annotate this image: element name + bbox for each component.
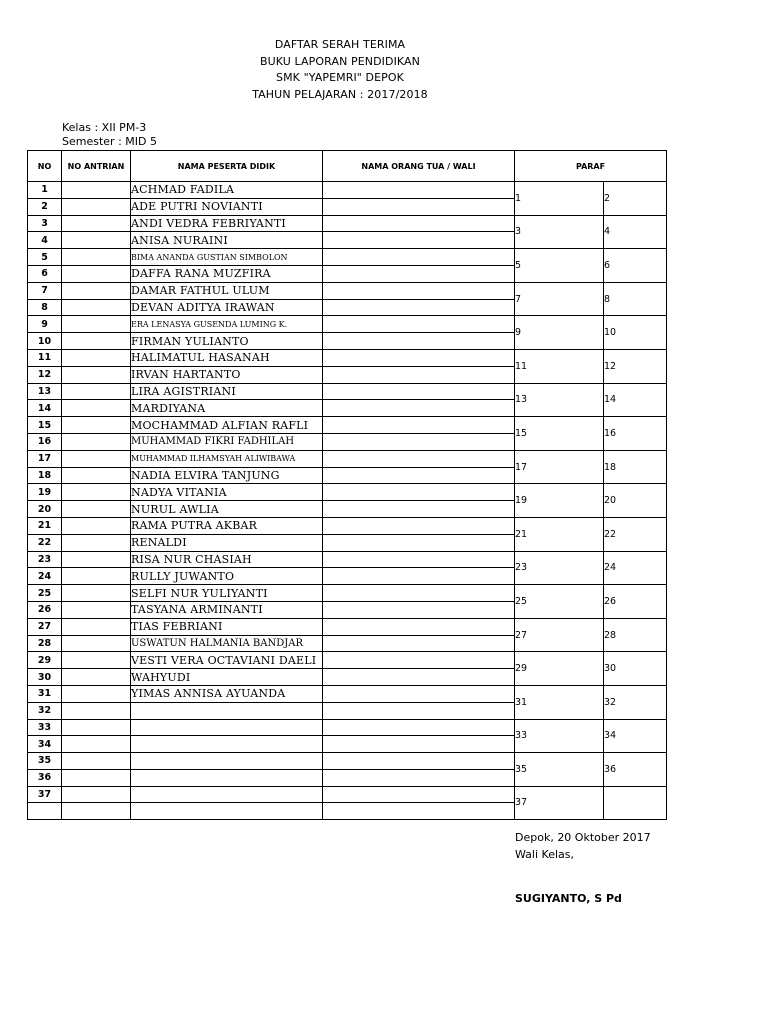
signature-cell: 24 <box>604 551 667 585</box>
row-number: 29 <box>28 652 62 669</box>
queue-number-cell <box>62 786 131 803</box>
row-number: 1 <box>28 182 62 199</box>
row-number: 20 <box>28 501 62 518</box>
row-number: 5 <box>28 249 62 266</box>
signature-cell: 3 <box>515 215 604 249</box>
student-name: ERA LENASYA GUSENDA LUMING K. <box>131 316 323 333</box>
guardian-name-cell <box>323 450 515 467</box>
guardian-name-cell <box>323 534 515 551</box>
guardian-name-cell <box>323 786 515 803</box>
guardian-name-cell <box>323 198 515 215</box>
guardian-name-cell <box>323 685 515 702</box>
table-row <box>28 719 667 736</box>
queue-number-cell <box>62 618 131 635</box>
guardian-name-cell <box>323 736 515 753</box>
guardian-name-cell <box>323 349 515 366</box>
row-number: 26 <box>28 601 62 618</box>
signature-cell: 5 <box>515 249 604 283</box>
student-name: USWATUN HALMANIA BANDJAR <box>131 635 323 652</box>
signature-cell: 18 <box>604 450 667 484</box>
row-number: 16 <box>28 433 62 450</box>
student-name: MOCHAMMAD ALFIAN RAFLI <box>131 417 323 434</box>
queue-number-cell <box>62 333 131 350</box>
table-row <box>28 215 667 232</box>
signature-cell: 36 <box>604 753 667 787</box>
guardian-name-cell <box>323 299 515 316</box>
queue-number-cell <box>62 753 131 770</box>
student-name: TIAS FEBRIANI <box>131 618 323 635</box>
row-number: 12 <box>28 366 62 383</box>
row-number: 34 <box>28 736 62 753</box>
queue-number-cell <box>62 299 131 316</box>
guardian-name-cell <box>323 501 515 518</box>
student-name: LIRA AGISTRIANI <box>131 383 323 400</box>
row-number: 18 <box>28 467 62 484</box>
table-row <box>28 517 667 534</box>
signature-cell: 32 <box>604 685 667 719</box>
student-name: RENALDI <box>131 534 323 551</box>
guardian-name-cell <box>323 601 515 618</box>
row-number: 36 <box>28 769 62 786</box>
signature-cell: 34 <box>604 719 667 753</box>
queue-number-cell <box>62 316 131 333</box>
row-number: 33 <box>28 719 62 736</box>
queue-number-cell <box>62 349 131 366</box>
row-number: 25 <box>28 585 62 602</box>
queue-number-cell <box>62 719 131 736</box>
student-name: FIRMAN YULIANTO <box>131 333 323 350</box>
student-name: NADIA ELVIRA TANJUNG <box>131 467 323 484</box>
signature-cell: 13 <box>515 383 604 417</box>
guardian-name-cell <box>323 282 515 299</box>
signature-cell: 25 <box>515 585 604 619</box>
header-wali: NAMA ORANG TUA / WALI <box>323 151 515 182</box>
queue-number-cell <box>62 383 131 400</box>
student-name <box>131 769 323 786</box>
signature-cell: 33 <box>515 719 604 753</box>
signature-cell: 16 <box>604 417 667 451</box>
guardian-name-cell <box>323 803 515 820</box>
signature-cell: 21 <box>515 517 604 551</box>
guardian-name-cell <box>323 669 515 686</box>
queue-number-cell <box>62 215 131 232</box>
queue-number-cell <box>62 433 131 450</box>
signature-cell: 12 <box>604 349 667 383</box>
queue-number-cell <box>62 249 131 266</box>
student-name <box>131 803 323 820</box>
guardian-name-cell <box>323 769 515 786</box>
queue-number-cell <box>62 282 131 299</box>
signature-cell: 1 <box>515 182 604 216</box>
queue-number-cell <box>62 601 131 618</box>
class-label: Kelas : XII PM-3 <box>62 121 147 134</box>
signature-cell: 31 <box>515 685 604 719</box>
table-row <box>28 618 667 635</box>
semester-label: Semester : MID 5 <box>62 135 157 148</box>
student-name: YIMAS ANNISA AYUANDA <box>131 685 323 702</box>
guardian-name-cell <box>323 215 515 232</box>
table-row <box>28 182 667 199</box>
signature-cell: 6 <box>604 249 667 283</box>
row-number: 7 <box>28 282 62 299</box>
guardian-name-cell <box>323 417 515 434</box>
signature-cell: 14 <box>604 383 667 417</box>
student-name: MUHAMMAD ILHAMSYAH ALIWIBAWA <box>131 450 323 467</box>
queue-number-cell <box>62 450 131 467</box>
table-row <box>28 786 667 803</box>
signature-cell: 28 <box>604 618 667 652</box>
guardian-name-cell <box>323 433 515 450</box>
row-number: 23 <box>28 551 62 568</box>
table-row <box>28 249 667 266</box>
table-row <box>28 753 667 770</box>
queue-number-cell <box>62 517 131 534</box>
table-row <box>28 349 667 366</box>
guardian-name-cell <box>323 753 515 770</box>
row-number: 10 <box>28 333 62 350</box>
guardian-name-cell <box>323 232 515 249</box>
queue-number-cell <box>62 669 131 686</box>
row-number: 9 <box>28 316 62 333</box>
row-number: 14 <box>28 400 62 417</box>
row-number: 35 <box>28 753 62 770</box>
row-number: 8 <box>28 299 62 316</box>
queue-number-cell <box>62 635 131 652</box>
row-number: 32 <box>28 702 62 719</box>
signature-cell: 4 <box>604 215 667 249</box>
title-line-1: DAFTAR SERAH TERIMA <box>274 38 406 51</box>
queue-number-cell <box>62 702 131 719</box>
student-name: DEVAN ADITYA IRAWAN <box>131 299 323 316</box>
table-row <box>28 383 667 400</box>
queue-number-cell <box>62 467 131 484</box>
queue-number-cell <box>62 182 131 199</box>
queue-number-cell <box>62 551 131 568</box>
queue-number-cell <box>62 769 131 786</box>
student-name: ANISA NURAINI <box>131 232 323 249</box>
table-body <box>28 182 667 820</box>
title-line-4: TAHUN PELAJARAN : 2017/2018 <box>252 87 428 101</box>
row-number: 13 <box>28 383 62 400</box>
header-paraf: PARAF <box>515 151 667 182</box>
table-row <box>28 450 667 467</box>
signature-cell: 15 <box>515 417 604 451</box>
guardian-name-cell <box>323 652 515 669</box>
row-number: 4 <box>28 232 62 249</box>
guardian-name-cell <box>323 400 515 417</box>
signature-cell: 19 <box>515 484 604 518</box>
signature-cell: 20 <box>604 484 667 518</box>
signature-cell: 7 <box>515 282 604 316</box>
table-header-row <box>28 151 667 182</box>
student-name: DAMAR FATHUL ULUM <box>131 282 323 299</box>
table-row <box>28 484 667 501</box>
student-name <box>131 736 323 753</box>
queue-number-cell <box>62 685 131 702</box>
student-name: NURUL AWLIA <box>131 501 323 518</box>
row-number: 17 <box>28 450 62 467</box>
queue-number-cell <box>62 568 131 585</box>
signature-cell: 30 <box>604 652 667 686</box>
student-name: SELFI NUR YULIYANTI <box>131 585 323 602</box>
signature-cell: 29 <box>515 652 604 686</box>
signature-cell: 17 <box>515 450 604 484</box>
student-name <box>131 702 323 719</box>
signature-cell: 2 <box>604 182 667 216</box>
header-no: NO <box>28 151 62 182</box>
row-number: 30 <box>28 669 62 686</box>
row-number: 21 <box>28 517 62 534</box>
student-name: RISA NUR CHASIAH <box>131 551 323 568</box>
row-number: 37 <box>28 786 62 803</box>
queue-number-cell <box>62 265 131 282</box>
queue-number-cell <box>62 232 131 249</box>
signature-cell: 22 <box>604 517 667 551</box>
student-name: HALIMATUL HASANAH <box>131 349 323 366</box>
student-name: BIMA ANANDA GUSTIAN SIMBOLON <box>131 249 323 266</box>
handover-table <box>27 150 667 820</box>
signature-cell: 23 <box>515 551 604 585</box>
table-row <box>28 652 667 669</box>
signature-role: Wali Kelas, <box>515 848 574 861</box>
student-name: WAHYUDI <box>131 669 323 686</box>
queue-number-cell <box>62 803 131 820</box>
row-number: 15 <box>28 417 62 434</box>
signature-cell <box>604 786 667 820</box>
student-name <box>131 753 323 770</box>
queue-number-cell <box>62 484 131 501</box>
row-number: 22 <box>28 534 62 551</box>
guardian-name-cell <box>323 265 515 282</box>
student-name: TASYANA ARMINANTI <box>131 601 323 618</box>
row-number: 3 <box>28 215 62 232</box>
guardian-name-cell <box>323 719 515 736</box>
student-name: VESTI VERA OCTAVIANI DAELI <box>131 652 323 669</box>
header-nama: NAMA PESERTA DIDIK <box>131 151 323 182</box>
guardian-name-cell <box>323 484 515 501</box>
guardian-name-cell <box>323 316 515 333</box>
row-number: 31 <box>28 685 62 702</box>
queue-number-cell <box>62 736 131 753</box>
table-row <box>28 551 667 568</box>
student-name: RULLY JUWANTO <box>131 568 323 585</box>
row-number <box>28 803 62 820</box>
table-row <box>28 417 667 434</box>
row-number: 11 <box>28 349 62 366</box>
header-antrian: NO ANTRIAN <box>62 151 131 182</box>
signature-cell: 37 <box>515 786 604 820</box>
signature-date: Depok, 20 Oktober 2017 <box>515 831 651 844</box>
row-number: 28 <box>28 635 62 652</box>
signature-cell: 27 <box>515 618 604 652</box>
queue-number-cell <box>62 585 131 602</box>
signature-cell: 10 <box>604 316 667 350</box>
guardian-name-cell <box>323 182 515 199</box>
title-line-2: BUKU LAPORAN PENDIDIKAN <box>259 54 421 68</box>
queue-number-cell <box>62 400 131 417</box>
queue-number-cell <box>62 198 131 215</box>
guardian-name-cell <box>323 568 515 585</box>
row-number: 19 <box>28 484 62 501</box>
student-name: ADE PUTRI NOVIANTI <box>131 198 323 215</box>
signature-cell: 9 <box>515 316 604 350</box>
guardian-name-cell <box>323 585 515 602</box>
row-number: 2 <box>28 198 62 215</box>
guardian-name-cell <box>323 383 515 400</box>
student-name: RAMA PUTRA AKBAR <box>131 517 323 534</box>
queue-number-cell <box>62 366 131 383</box>
student-name: ACHMAD FADILA <box>131 182 323 199</box>
table-row <box>28 685 667 702</box>
table-row <box>28 316 667 333</box>
guardian-name-cell <box>323 333 515 350</box>
signature-cell: 11 <box>515 349 604 383</box>
queue-number-cell <box>62 652 131 669</box>
guardian-name-cell <box>323 366 515 383</box>
guardian-name-cell <box>323 635 515 652</box>
table-row <box>28 282 667 299</box>
signature-cell: 26 <box>604 585 667 619</box>
queue-number-cell <box>62 534 131 551</box>
queue-number-cell <box>62 501 131 518</box>
row-number: 24 <box>28 568 62 585</box>
queue-number-cell <box>62 417 131 434</box>
signatory-name: SUGIYANTO, S Pd <box>515 892 622 905</box>
student-name: MUHAMMAD FIKRI FADHILAH <box>131 433 323 450</box>
guardian-name-cell <box>323 467 515 484</box>
student-name: MARDIYANA <box>131 400 323 417</box>
signature-cell: 8 <box>604 282 667 316</box>
title-line-3: SMK "YAPEMRI" DEPOK <box>276 71 404 85</box>
row-number: 27 <box>28 618 62 635</box>
student-name <box>131 786 323 803</box>
student-name: ANDI VEDRA FEBRIYANTI <box>131 215 323 232</box>
signature-cell: 35 <box>515 753 604 787</box>
student-name: DAFFA RANA MUZFIRA <box>131 265 323 282</box>
document-title <box>150 37 530 103</box>
student-name <box>131 719 323 736</box>
guardian-name-cell <box>323 618 515 635</box>
guardian-name-cell <box>323 551 515 568</box>
table-row <box>28 585 667 602</box>
student-name: NADYA VITANIA <box>131 484 323 501</box>
row-number: 6 <box>28 265 62 282</box>
guardian-name-cell <box>323 702 515 719</box>
student-name: IRVAN HARTANTO <box>131 366 323 383</box>
guardian-name-cell <box>323 517 515 534</box>
guardian-name-cell <box>323 249 515 266</box>
